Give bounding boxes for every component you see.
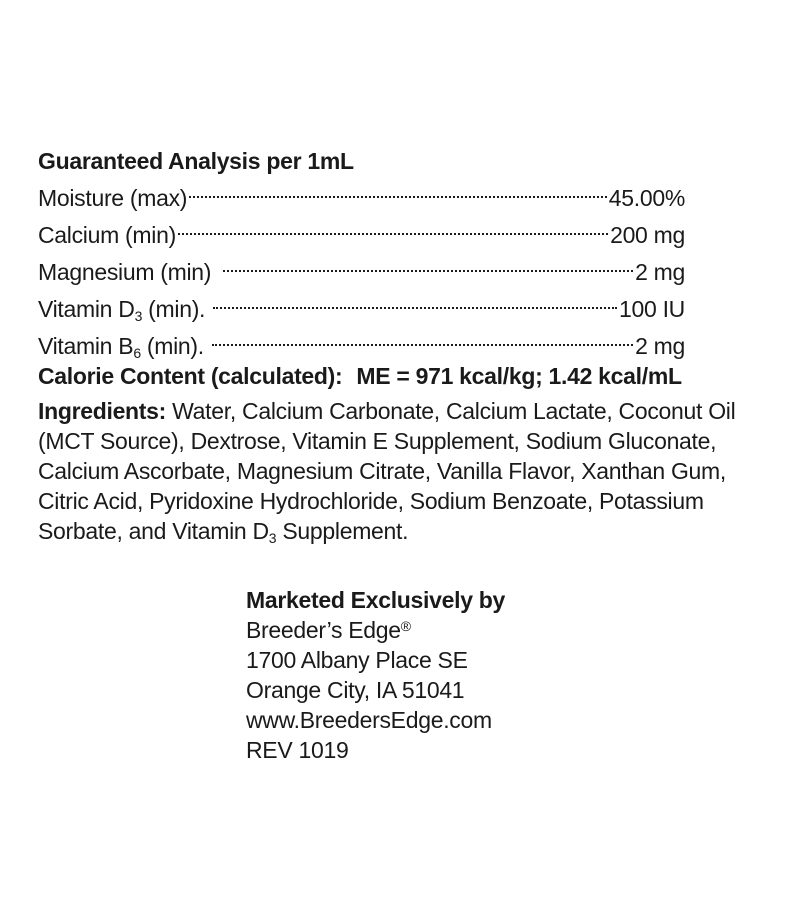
registered-mark: ® (400, 618, 411, 634)
website: www.BreedersEdge.com (246, 707, 492, 733)
analysis-row-value: 2 mg (635, 333, 685, 359)
analysis-row-label: Vitamin $B_6$ (min). (38, 333, 204, 361)
analysis-row-label: Calcium (min) (38, 222, 176, 248)
address-line-2: Orange City, IA 51041 (246, 677, 465, 703)
dot-leader (178, 213, 608, 243)
guaranteed-analysis (38, 146, 738, 391)
dot-leader (212, 324, 633, 354)
calorie-content (38, 361, 738, 391)
ingredients-text: Water, Calcium Carbonate, Calcium Lactate, Coconut Oil (MCT Source), Dextrose, Vitamin E Supplement, Sodium Gluconate, Calcium Ascorbate, Magnesium Citrate, Vanilla Flavor, Xanthan Gum, Citric Acid, Pyridoxine Hydrochloride, Sodium Benzoate, Potassium Sorbate, and Vitamin D (38, 398, 736, 544)
address-line-1: 1700 Albany Place SE (246, 647, 468, 673)
company-name: Breeder’s Edge® (246, 617, 411, 643)
calorie-value: ME = 971 kcal/kg; 1.42 kcal/mL (356, 363, 682, 389)
analysis-row-value: 100 IU (619, 296, 685, 322)
analysis-row-moisture (38, 176, 685, 213)
dot-leader (189, 176, 607, 206)
analysis-heading: Guaranteed Analysis per 1mL (38, 148, 354, 174)
analysis-row-value: 45.00% (608, 185, 685, 211)
dot-leader (223, 250, 633, 280)
ingredients-paragraph (38, 396, 778, 546)
calorie-label: Calorie Content (calculated): (38, 363, 343, 389)
analysis-row-label: Vitamin $D_3$ (min). (38, 296, 206, 324)
ingredients-text-end: Supplement. (276, 518, 409, 544)
analysis-row-label: Magnesium (min) (38, 259, 212, 285)
analysis-row-calcium (38, 213, 685, 250)
analysis-row-value: 2 mg (635, 259, 685, 285)
ingredients-label: Ingredients: (38, 398, 167, 424)
ingredients-subscript: 3 (268, 530, 277, 546)
analysis-row-label: Moisture (max) (38, 185, 188, 211)
revision: REV 1019 (246, 737, 349, 763)
analysis-rows (38, 176, 685, 361)
analysis-row-magnesium (38, 250, 685, 287)
analysis-row-vitamin-d3 (38, 287, 685, 324)
dot-leader (213, 287, 617, 317)
marketed-by-block (246, 585, 505, 765)
marketed-title: Marketed Exclusively by (246, 587, 506, 613)
analysis-row-value: 200 mg (610, 222, 685, 248)
analysis-row-vitamin-b6 (38, 324, 685, 361)
